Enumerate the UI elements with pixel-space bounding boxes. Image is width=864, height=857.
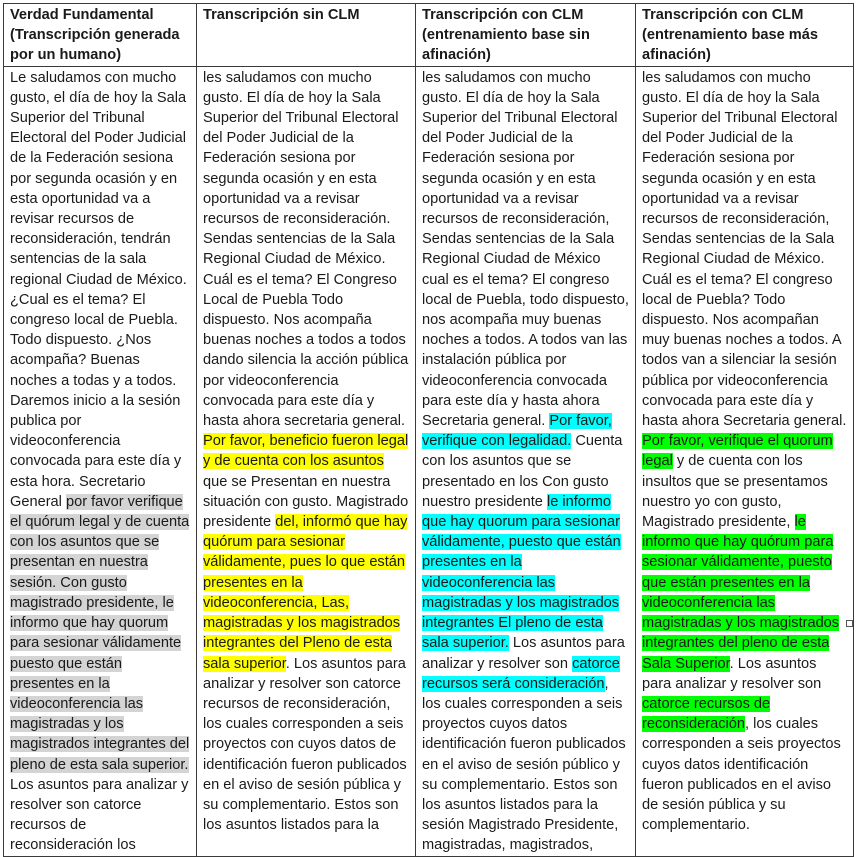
cell-clm-base xyxy=(416,66,636,856)
highlighted-text: del, informó que hay quórum para sesionar válidamente, pues lo que están presentes en la videoconferencia, Las, magistradas y los magistrados integrantes del Pleno de esta sala superior xyxy=(203,514,408,672)
cell-ground-truth xyxy=(4,66,197,856)
text-segment: , los cuales corresponden a seis proyectos cuyos datos identificación fueron publicados en el aviso de sesión pública y su complementario. xyxy=(642,716,841,834)
header-clm-base: Transcripción con CLM (entrenamiento base sin afinación) xyxy=(416,4,636,67)
text-segment: Los asuntos para analizar y resolver son catorce recursos de reconsideración los xyxy=(10,776,189,854)
text-segment: Los asuntos para analizar y resolver son xyxy=(422,635,625,672)
highlighted-text: le informo que hay quorum para sesionar válidamente, puesto que están presentes en la videoconferencia las magistradas y los magistrados integrantes El pleno de esta sala superior. xyxy=(422,493,621,652)
highlighted-text: Por favor, verifique con legalidad. xyxy=(422,413,612,450)
highlighted-text: Por favor, beneficio fueron legal y de cuenta con los asuntos xyxy=(203,433,409,470)
highlighted-text: le informo que hay quórum para sesionar válidamente, puesto que están presentes en la videoconferencia las magistradas y los magistrados integrantes del pleno de esta Sala Superior xyxy=(642,514,840,672)
text-segment: les saludamos con mucho gusto. El día de hoy la Sala Superior del Tribunal Electoral del Poder Judicial de la Federación sesiona por segunda ocasión y en esta oportunidad va a revisar recursos de reconsideración. Sendas sentencias de la Sala Regional Ciudad de México. Cuál es el tema? El Congreso Local de Puebla Todo dispuesto. Nos acompaña buenas noches a todos a todos dando silencia la acción pública por videoconferencia convocada para este día y hasta ahora secretaria general. xyxy=(203,69,409,430)
text-segment: , los cuales corresponden a seis proyectos cuyos datos identificación fueron publicados en el aviso de sesión público y su complementario. Estos son los asuntos listados para la sesión Magistrado Presidente, magistradas, magistrados, xyxy=(422,675,626,854)
text-segment: les saludamos con mucho gusto. El día de hoy la Sala Superior del Tribunal Electoral del Poder Judicial de la Federación sesiona por segunda ocasión y en esta oportunidad va a revisar recursos de reconsideración, Sendas sentencias de la Sala Regional Ciudad de México. Cuál es el tema? El congreso local de Puebla? Todo dispuesto. Nos acompañan muy buenas noches a todos. A todos van a silenciar la sesión pública por videoconferencia convocada para este día y hasta ahora Secretaria general. xyxy=(642,69,847,430)
comparison-table xyxy=(3,3,854,857)
highlighted-text: Por favor, verifique el quorum legal xyxy=(642,433,833,470)
cell-without-clm xyxy=(197,66,416,856)
header-clm-finetuned: Transcripción con CLM (entrenamiento base más afinación) xyxy=(636,4,854,67)
text-segment: . Los asuntos para analizar y resolver son catorce recursos de reconsideración, los cuales corresponden a seis proyectos con cuyos datos de identificación fueron publicados en el aviso de sesión pública y su complementario. Estos son los asuntos listados para la xyxy=(203,655,407,834)
highlighted-text: catorce recursos será consideración xyxy=(422,655,620,692)
header-row xyxy=(4,4,854,67)
header-without-clm: Transcripción sin CLM xyxy=(197,4,416,67)
text-segment: y de cuenta con los insultos que se presentamos nuestro yo con gusto, Magistrado presidente, xyxy=(642,453,828,531)
header-ground-truth: Verdad Fundamental (Transcripción generada por un humano) xyxy=(4,4,197,67)
text-segment: Cuenta con los asuntos que se presentado en los Con gusto nuestro presidente xyxy=(422,433,623,510)
cell-clm-finetuned xyxy=(636,66,854,856)
text-segment: Le saludamos con mucho gusto, el día de hoy la Sala Superior del Tribunal Electoral del Poder Judicial de la Federación sesiona por segunda ocasión y en esta oportunidad va a revisar recursos de reconsideración, tendrán sentencias de la sala regional Ciudad de México. ¿Cual es el tema? El congreso local de Puebla. Todo dispuesto. ¿Nos acompaña? Buenas noches a todas y a todos. Daremos inicio a la sesión publica por videoconferencia convocada para este día y esta hora. Secretario General xyxy=(10,69,187,510)
text-segment: les saludamos con mucho gusto. El día de hoy la Sala Superior del Tribunal Electoral del Poder Judicial de la Federación sesiona por segunda ocasión y en esta oportunidad va a revisar recursos de reconsideración, Sendas sentencias de la Sala Regional Ciudad de México cual es el tema? El congreso local de Puebla, todo dispuesto, nos acompaña muy buenas noches a todos. A todos van las instalación pública por videoconferencia convocada para este día y hasta ahora Secretaria general. xyxy=(422,69,629,430)
text-segment: que se Presentan en nuestra situación con gusto. Magistrado presidente xyxy=(203,473,409,531)
transcription-row xyxy=(4,66,854,856)
table-resize-handle[interactable] xyxy=(846,620,853,627)
text-segment: . Los asuntos para analizar y resolver son xyxy=(642,655,822,692)
highlighted-text: por favor verifique el quórum legal y de cuenta con los asuntos que se presentan en nuestra sesión. Con gusto magistrado presidente, le informo que hay quorum para sesionar válidamente puesto que están presentes en la videoconferencia las magistradas y los magistrados integrantes del pleno de esta sala superior. xyxy=(10,493,190,773)
highlighted-text: catorce recursos de reconsideración xyxy=(642,695,771,733)
